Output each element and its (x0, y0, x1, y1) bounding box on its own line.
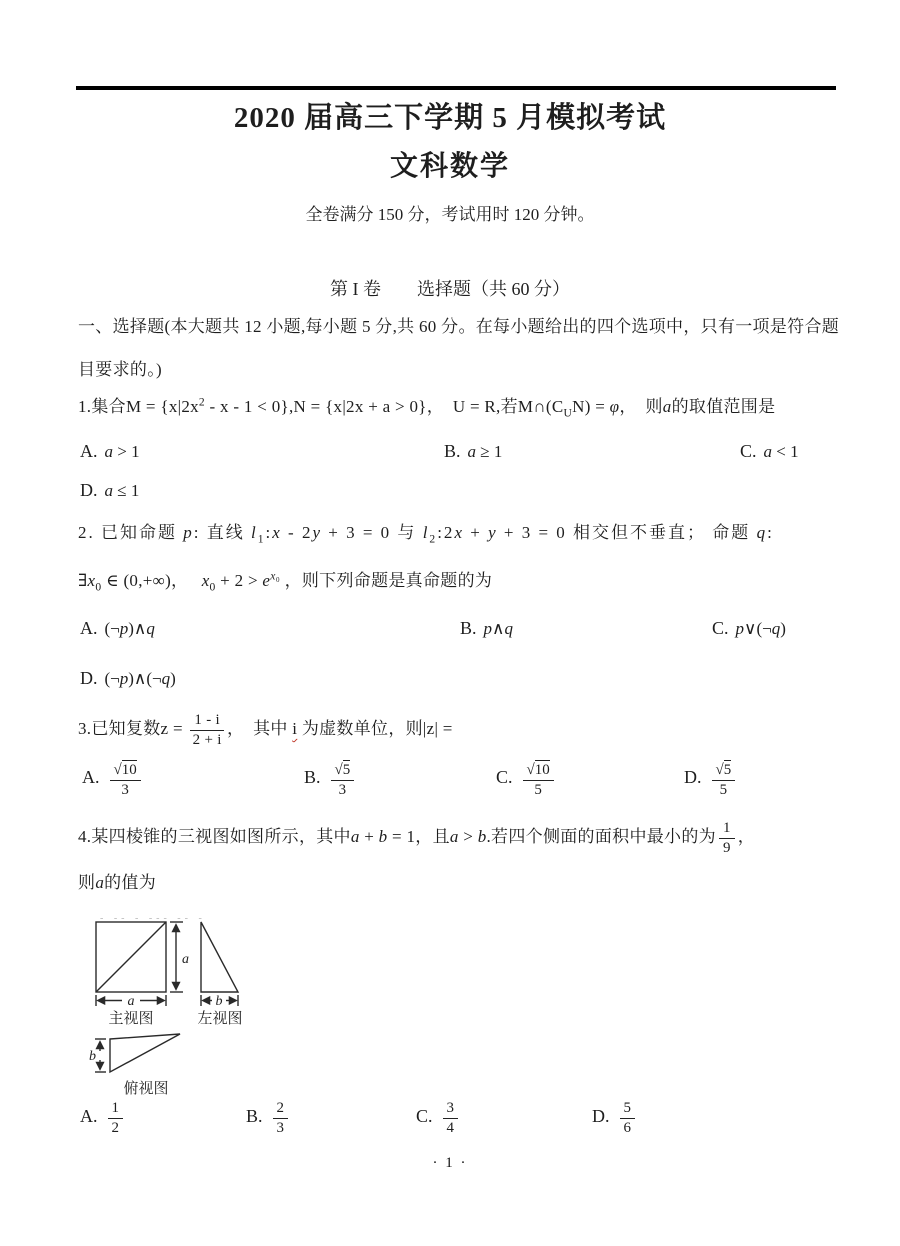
exam-info-line: 全卷满分 150 分，考试用时 120 分钟。 (305, 205, 595, 224)
scan-artifact: - -- - --- -- - (100, 913, 206, 924)
option-label: B. (444, 441, 461, 461)
option-value: a ≥ 1 (467, 442, 503, 461)
option-label: C. (740, 441, 757, 461)
q1-option-a (80, 441, 140, 462)
exam-title: 2020 届高三下学期 5 月模拟考试 (233, 102, 667, 134)
q4-option-c (416, 1100, 461, 1136)
question-3-options-row (78, 760, 840, 806)
question-2-options-row-2 (78, 668, 840, 714)
question-3-body: 3.已知复数z = $\frac{1 - i}{2 + i}$ ， 其中 i 为虚数单位，则|z| = (78, 712, 453, 748)
question-1-body: 1.集合$M = \{x|2x^2 - x - 1 < 0\},N = \{x|2x + a > 0\}$， U = R,若$M\cap(C_UN) = \varphi$， 则a的取值范围是 (78, 395, 776, 420)
q4-option-a (80, 1100, 126, 1136)
option-label: C. (712, 618, 729, 638)
option-label: B. (304, 767, 321, 788)
q2-option-c (712, 618, 786, 639)
section-header: 第 I 卷 选择题（共 60 分） (330, 279, 570, 299)
option-label: D. (592, 1106, 610, 1127)
option-label: A. (80, 1106, 98, 1127)
option-value: (¬p)∧(¬q) (104, 669, 176, 688)
q1-option-b (444, 441, 502, 462)
option-label: D. (684, 767, 702, 788)
q1-option-c (740, 441, 799, 462)
option-label: B. (246, 1106, 263, 1127)
q2-option-a (80, 618, 155, 639)
q3-option-b (304, 760, 357, 798)
dim-label-b-vertical: b (89, 1049, 96, 1064)
top-view-caption: 俯视图 (123, 1081, 169, 1097)
option-value: $\frac{√10}{3}$ (107, 768, 144, 787)
question-4-line-2: 则a的值为 (78, 873, 157, 892)
front-view-diagonal (96, 922, 166, 992)
q1-option-d (80, 480, 139, 501)
question-2-line-1: 2. 已知命题 p: 直线 $l_1:x - 2y + 3 = 0$ 与 $l_2:2x + y + 3 = 0$ 相交但不垂直； 命题 q: (78, 523, 774, 546)
dim-label-b-horizontal: b (215, 994, 223, 1009)
q3-option-c (496, 760, 557, 798)
option-label: D. (80, 480, 98, 500)
option-value: $\frac{2}{3}$ (270, 1107, 291, 1126)
three-view-figure (86, 908, 304, 1103)
option-label: D. (80, 668, 98, 688)
option-value: $\frac{3}{4}$ (440, 1107, 461, 1126)
page-number: · 1 · (432, 1155, 468, 1171)
question-2-line-2: $\exists x_0$ ∈ (0,+∞)， $x_0 + 2 > e^{x_0}$ ，则下列命题是真命题的为 (78, 569, 493, 594)
q3-option-d (684, 760, 738, 798)
option-value: $\frac{√10}{5}$ (520, 768, 557, 787)
option-value: p∧q (483, 619, 513, 638)
side-view-triangle (201, 922, 238, 992)
question-4-options-row (78, 1100, 840, 1146)
option-label: B. (460, 618, 477, 638)
top-view-triangle (110, 1034, 180, 1072)
header-rule (76, 86, 836, 90)
option-label: A. (82, 767, 100, 788)
option-value: a < 1 (763, 442, 799, 461)
instructions-line-2: 目要求的。) (78, 360, 162, 379)
q3-option-a (82, 760, 144, 798)
side-view-caption: 左视图 (197, 1011, 243, 1027)
option-value: $\frac{√5}{3}$ (328, 768, 358, 787)
instructions-line-1: 一、选择题(本大题共 12 小题,每小题 5 分,共 60 分。在每小题给出的四个选项中，只有一项是符合题 (78, 317, 840, 336)
option-value: p∨(¬q) (735, 619, 786, 638)
front-view-caption: 主视图 (108, 1011, 154, 1027)
q4-option-b (246, 1100, 291, 1136)
option-value: $\frac{√5}{5}$ (709, 768, 739, 787)
question-4-line-1: 4.某四棱锥的三视图如图所示，其中a + b = 1，且a > b.若四个侧面的面积中最小的为 $\frac{1}{9}$ ， (78, 820, 756, 856)
q2-option-d (80, 668, 176, 689)
option-value: a ≤ 1 (104, 481, 140, 500)
option-value: (¬p)∧q (104, 619, 155, 638)
option-value: $\frac{5}{6}$ (617, 1107, 638, 1126)
dim-label-a-vertical: a (182, 952, 189, 967)
dim-label-a-horizontal: a (127, 994, 135, 1009)
option-label: A. (80, 441, 98, 461)
option-value: $\frac{1}{2}$ (105, 1107, 126, 1126)
question-2-options-row-1 (78, 618, 840, 664)
q2-option-b (460, 618, 513, 639)
option-label: A. (80, 618, 98, 638)
option-label: C. (496, 767, 513, 788)
option-value: a > 1 (104, 442, 140, 461)
option-label: C. (416, 1106, 433, 1127)
q4-option-d (592, 1100, 638, 1136)
exam-subject: 文科数学 (389, 151, 510, 182)
